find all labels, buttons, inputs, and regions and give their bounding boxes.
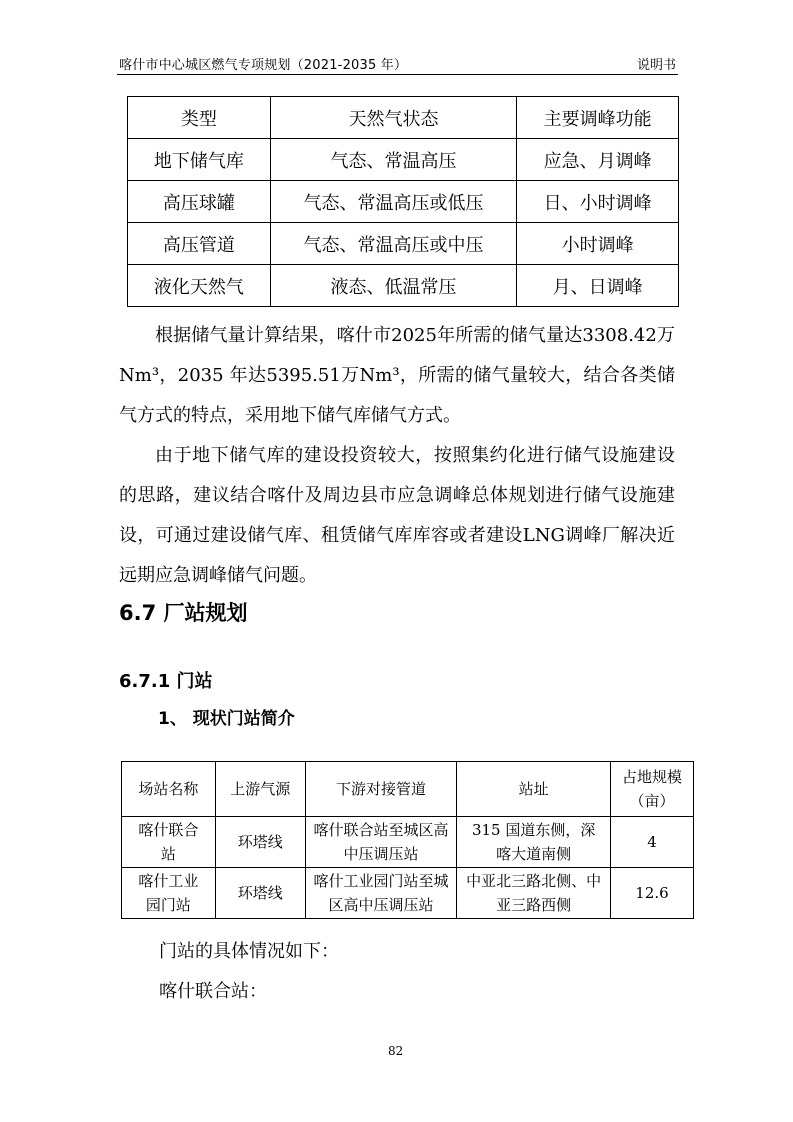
gate-station-intro-line: 门站的具体情况如下： [159,941,339,962]
table-header-cell: 场站名称 [122,762,216,817]
table-header-cell: 上游气源 [215,762,305,817]
table-cell: 喀什工业园门站至城区高中压调压站 [305,868,457,919]
table-cell: 日、小时调峰 [517,181,679,223]
table-header-cell: 下游对接管道 [305,762,457,817]
paragraph-storage-calculation: 根据储气量计算结果，喀什市2025年所需的储气量达3308.42万Nm³，2035 年达5395.51万Nm³，所需的储气量较大，结合各类储气方式的特点，采用地下储气库储气方式。 [119,325,675,426]
item-heading: 1、 现状门站简介 [158,709,295,729]
table-cell: 中亚北三路北侧、中亚三路西侧 [457,868,611,919]
table-cell: 12.6 [611,868,694,919]
table-header-row [128,97,679,139]
table-cell: 液态、低温常压 [270,265,517,307]
table-cell: 环塔线 [215,868,305,919]
table-cell: 地下储气库 [128,139,271,181]
table-cell: 高压球罐 [128,181,271,223]
table-row [122,868,694,919]
table-cell: 气态、常温高压或中压 [270,223,517,265]
table-cell: 喀什工业园门站 [122,868,216,919]
table-cell: 喀什联合站 [122,817,216,868]
table-cell: 环塔线 [215,817,305,868]
table-header-cell: 类型 [128,97,271,139]
table-cell: 气态、常温高压或低压 [270,181,517,223]
table-cell: 气态、常温高压 [270,139,517,181]
table-header-row [122,762,694,817]
page-number: 82 [388,1044,404,1058]
table-row [128,265,679,307]
subsection-heading: 6.7.1 门站 [119,671,213,692]
storage-method-table [127,96,679,307]
table-row [128,139,679,181]
table-row [122,817,694,868]
header-divider [117,74,678,75]
table-cell: 月、日调峰 [517,265,679,307]
table-row [128,181,679,223]
table-cell: 喀什联合站至城区高中压调压站 [305,817,457,868]
table-cell: 液化天然气 [128,265,271,307]
section-heading: 6.7 厂站规划 [119,601,248,625]
document-section-label: 说明书 [637,58,677,73]
table-cell: 应急、月调峰 [517,139,679,181]
table-row [128,223,679,265]
table-header-cell: 主要调峰功能 [517,97,679,139]
table-cell: 315 国道东侧，深喀大道南侧 [457,817,611,868]
table-cell: 高压管道 [128,223,271,265]
table-header-cell: 站址 [457,762,611,817]
table-header-cell: 天然气状态 [270,97,517,139]
document-title: 喀什市中心城区燃气专项规划（2021-2035 年） [119,58,408,73]
station-name-line: 喀什联合站： [159,981,267,1002]
table-cell: 4 [611,817,694,868]
table-cell: 小时调峰 [517,223,679,265]
paragraph-storage-recommendation: 由于地下储气库的建设投资较大，按照集约化进行储气设施建设的思路，建议结合喀什及周边县市应急调峰总体规划进行储气设施建设，可通过建设储气库、租赁储气库库容或者建设LNG调峰厂解决近远期应急调峰储气问题。 [119,445,675,586]
gate-station-table [121,761,694,919]
table-header-cell: 占地规模（亩） [611,762,694,817]
